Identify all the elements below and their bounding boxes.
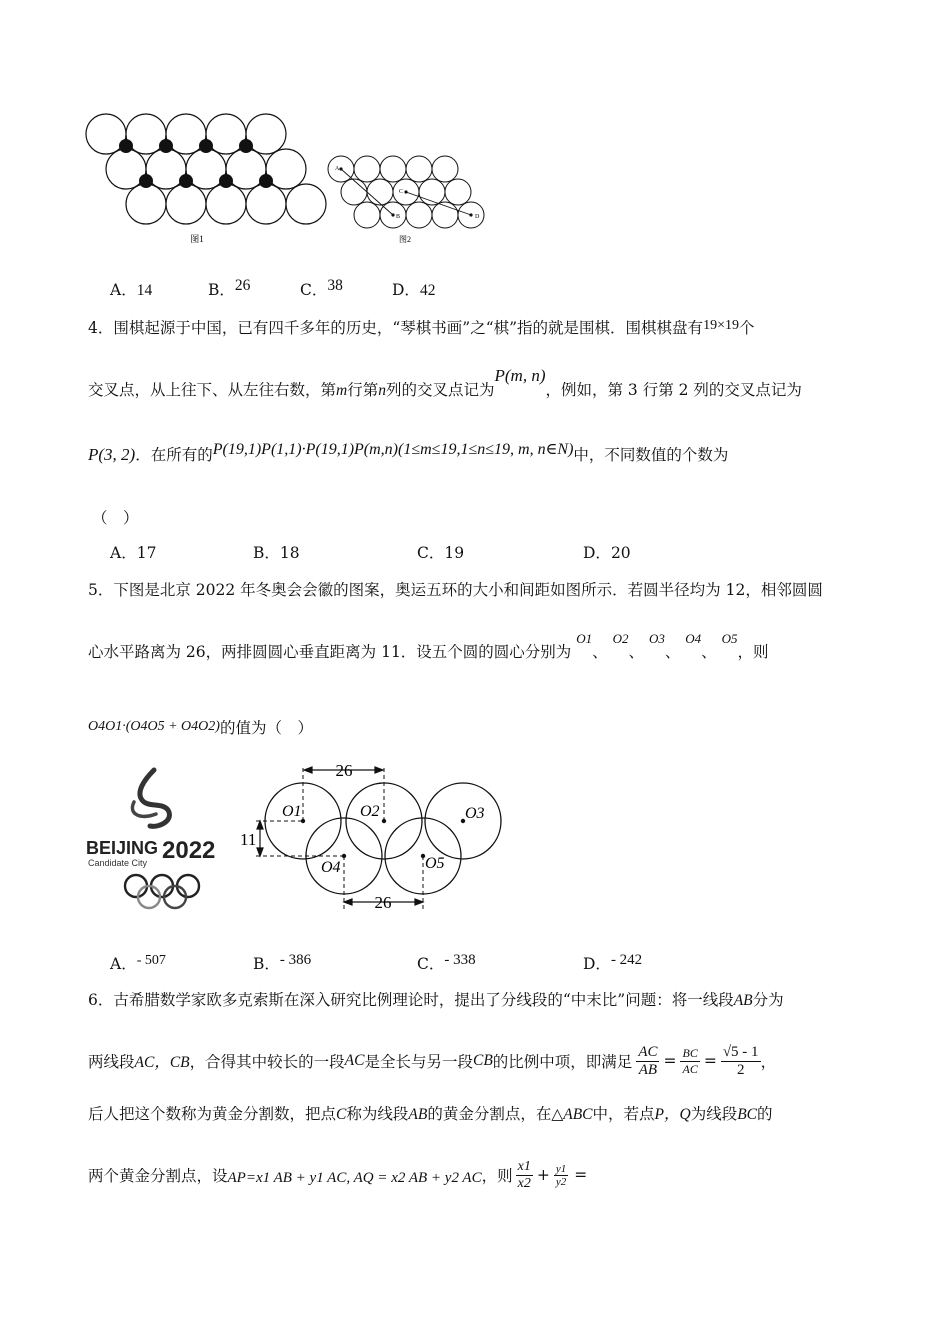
q3-option-c[interactable]: C．38 [300, 277, 343, 299]
fig1-circle [166, 184, 206, 224]
fig1-dot [159, 139, 173, 153]
figure-1-circle-packing [82, 110, 327, 250]
q4-example-point: P(3, 2) [88, 445, 136, 464]
q4-line-3: P(3, 2)．在所有的P(19,1)P(1,1)·P(19,1)P(m,n)(1≤m≤19,1≤n≤19, m, n∈N)中，不同数值的个数为 [88, 441, 729, 464]
q5-option-a[interactable]: A．- 507 [110, 953, 166, 973]
fig1-dot [239, 139, 253, 153]
q6-ratio-bc-ac: $\frac{BC}{AC}$ [682, 1045, 698, 1076]
logo-year-text: 2022 [162, 837, 216, 864]
q6-fraction-y: $\frac{y1}{y2}$ [555, 1162, 567, 1188]
fig1-dot [259, 174, 273, 188]
fig1-dot [139, 174, 153, 188]
fig2-point-a: A [335, 166, 340, 172]
q4-option-d[interactable]: D．20 [583, 544, 631, 562]
label-o3: O3 [465, 805, 485, 822]
q5-line-1: 5．下图是北京 2022 年冬奥会会徽的图案，奥运五环的大小和间距如图所示．若圆半径均为 12，相邻圆圆 [88, 581, 823, 599]
label-o2: O2 [360, 803, 380, 820]
q5-option-d[interactable]: D．- 242 [583, 952, 643, 973]
label-o1: O1 [282, 803, 302, 820]
q3-option-b[interactable]: B．26 [208, 277, 251, 299]
q3-option-a[interactable]: A．14 [110, 281, 153, 299]
beijing-2022-logo [84, 762, 234, 912]
q4-option-b[interactable]: B．18 [253, 544, 300, 562]
fig1-dot [199, 139, 213, 153]
q5-center-o4: O4 [685, 631, 702, 646]
fig1-circle [206, 184, 246, 224]
dim-top-label: 26 [335, 761, 353, 780]
q4-answer-paren: （ ） [92, 509, 139, 527]
logo-candidate-text: Candidate City [88, 858, 148, 868]
q4-line-2: 交叉点，从上往下、从左往右数，第m行第n列的交叉点记为P(m, n)，例如，第 3 行第 2 列的交叉点记为 [88, 366, 802, 399]
q5-option-c[interactable]: C．- 338 [417, 952, 476, 973]
olympic-rings-icon [125, 875, 199, 908]
logo-beijing-text: BEIJING [86, 838, 159, 858]
q6-line-1: 6．古希腊数学家欧多克索斯在深入研究比例理论时，提出了分线段的“中末比”问题：将一线段AB分为 [88, 991, 784, 1009]
q5-center-o3: O3 [648, 631, 665, 646]
fig1-circle [246, 184, 286, 224]
q6-ratio-ac-ab: $\frac{AC}{AB}$ [638, 1043, 658, 1078]
q4-point-pmn: P(m, n) [494, 366, 546, 385]
fig2-point-d: D [475, 214, 480, 220]
fig1-circle [126, 184, 166, 224]
q6-line-3: 后人把这个数称为黄金分割数，把点C称为线段AB的黄金分割点，在△ABC中，若点P，Q为线段BC的 [88, 1105, 773, 1123]
q3-option-d[interactable]: D．42 [392, 281, 436, 299]
label-o5: O5 [425, 855, 445, 872]
q5-center-o2: O2 [612, 631, 629, 646]
q5-option-b[interactable]: B．- 386 [253, 952, 312, 973]
fig1-caption: 图1 [190, 234, 204, 244]
q5-line-2: 心水平路离为 26，两排圆圆心垂直距离为 11．设五个圆的圆心分别为 $^{O1}$、 $^{O2}$、 $^{O3}$、 $^{O4}$、 $^{O5}$，则 [88, 631, 769, 661]
fig1-dot [219, 174, 233, 188]
q4-vector-expression: P(19,1)P(1,1)·P(19,1)P(m,n)(1≤m≤19,1≤n≤19, m, n∈N) [212, 441, 574, 458]
q4-grid-size: 19×19 [703, 318, 739, 333]
fig2-caption: 图2 [399, 235, 411, 244]
fig1-circle [286, 184, 326, 224]
fig2-point-b: B [396, 214, 401, 220]
q6-line-2: 两线段 AC，CB ，合得其中较长的一段 AC 是全长与另一段 CB 的比例中项，即满足 $\frac{AC}{AB}$ = $\frac{BC}{AC}$ = $\frac{√5 - 1}{2}$ ， [88, 1043, 777, 1078]
q4-line-1: 4．围棋起源于中国，已有四千多年的历史，“琴棋书画”之“棋”指的就是围棋．围棋棋盘有19×19个 [88, 318, 755, 337]
q6-fraction-x: $\frac{x1}{x2}$ [517, 1158, 531, 1191]
q5-vector-expression: O4O1·(O4O5 + O4O2) [88, 719, 220, 734]
label-o4: O4 [321, 859, 341, 876]
q5-center-o1: O1 [576, 631, 593, 646]
dim-bottom-label: 26 [374, 893, 392, 912]
dim-side-label: 11 [240, 830, 257, 849]
q5-center-o5: O5 [721, 631, 738, 646]
q6-golden-ratio: $\frac{√5 - 1}{2}$ [722, 1043, 759, 1078]
figure-2-circle-packing [325, 150, 495, 250]
q5-line-3: O4O1·(O4O5 + O4O2)的值为（ ） [88, 719, 313, 737]
fig1-dot [179, 174, 193, 188]
five-rings-dimension-figure [236, 756, 506, 914]
q6-vector-expression: AP=x1 AB + y1 AC, AQ = x2 AB + y2 AC [227, 1169, 482, 1186]
fig2-point-c: C [399, 189, 404, 195]
q6-line-4: 两个黄金分割点，设 AP=x1 AB + y1 AC, AQ = x2 AB + y2 AC ，则 $\frac{x1}{x2}$ + $\frac{y1}{y2}$ = [88, 1158, 588, 1191]
q4-option-a[interactable]: A．17 [110, 544, 157, 562]
fig1-dot [119, 139, 133, 153]
q4-option-c[interactable]: C．19 [417, 544, 465, 562]
